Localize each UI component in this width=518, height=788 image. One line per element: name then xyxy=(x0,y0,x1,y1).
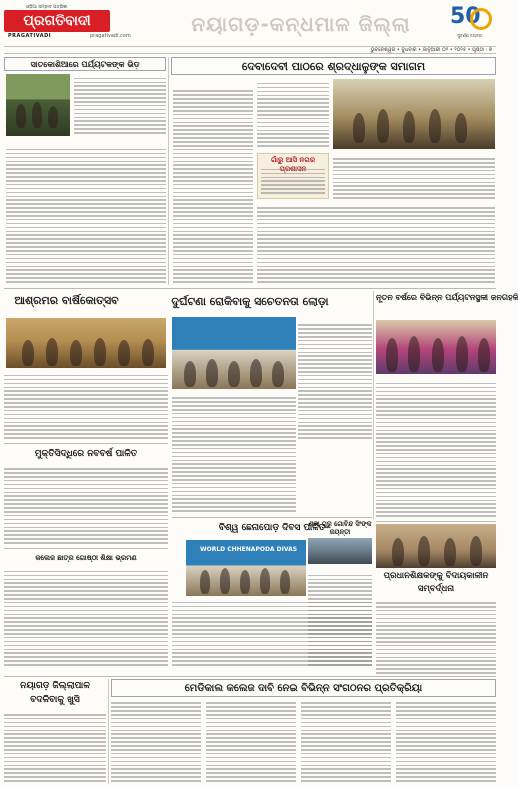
story-medical-college xyxy=(111,679,496,784)
story-muktisiddhi-body xyxy=(4,466,168,546)
story-ashram xyxy=(4,291,129,321)
masthead xyxy=(4,4,496,46)
story-accident-body xyxy=(298,317,372,441)
story-headline: ପ୍ରଧାନଶିକ୍ଷକଙ୍କୁ ବିଦାୟକାଳୀନ ସମ୍ବର୍ଦ୍ଧନା xyxy=(383,571,489,594)
story-collector xyxy=(4,679,106,784)
inset-title: ଗାଁରୁ ଆସି ନଗର xyxy=(271,156,315,164)
story-body xyxy=(333,153,495,201)
story-muktisiddhi xyxy=(4,446,168,464)
story-inset xyxy=(257,153,329,199)
story-headline: ସାତକୋଶିଆରେ ପର୍ଯ୍ୟଟକଙ୍କ ଭିଡ଼ xyxy=(4,57,166,71)
accident-photo xyxy=(172,317,296,389)
story-headmaster xyxy=(376,570,496,596)
story-headline: ଦୁର୍ଘଟଣା ରୋକିବାକୁ ସଚେତନତା ଲୋଡ଼ା xyxy=(171,295,329,308)
brand[interactable] xyxy=(4,4,162,40)
story-body xyxy=(257,203,495,285)
guru-photo xyxy=(308,538,372,564)
tourism-photo xyxy=(376,320,496,374)
story-headline: ଆଶ୍ରମର ବାର୍ଷିକୋତ୍ସବ xyxy=(14,294,119,307)
story-college-trip-body xyxy=(4,568,168,668)
story-college-trip xyxy=(4,551,168,567)
anniversary-text: ସୁବର୍ଣ୍ଣ ଜୟନ୍ତୀ xyxy=(457,33,483,38)
brand-logo: ପ୍ରଗତିବାଦୀ xyxy=(4,10,110,32)
brand-tagline: ଓଡ଼ିଆ ସମ୍ବାଦ ପତ୍ରିକା xyxy=(26,5,68,10)
story-headline: ବିଶ୍ୱ ଛେନାପୋଡ଼ ଦିବସ ପାଳିତ xyxy=(218,523,326,533)
story-body xyxy=(257,79,329,149)
story-body xyxy=(173,79,253,285)
story-headline: କଲେଜ ଛାତ୍ର ଗୋଷ୍ଠୀ ଶିକ୍ଷା ଭ୍ରମଣ xyxy=(35,554,137,562)
anniversary-ring-icon xyxy=(470,8,492,30)
headmaster-photo xyxy=(376,524,496,568)
story-headline: ଦେବାଦେବୀ ପାଠରେ ଶ୍ରଦ୍ଧାଳୁଙ୍କ ସମାଗମ xyxy=(171,57,496,75)
dateline-text: ଭୁବନେଶ୍ୱର • ବୁଧବାର • ଜାନୁଆରୀ ୦୨ • ୨୦୨୫ • ପୃଷ୍ଠା : ୭ xyxy=(370,47,492,53)
story-guru xyxy=(308,520,372,668)
story-photo xyxy=(333,79,495,149)
story-headline: ନୟାଗଡ଼ ଜିଲ୍ଲାପାଳ ବଦଳିବାକୁ ଖୁସି xyxy=(20,681,90,705)
story-tourism-body xyxy=(376,377,496,519)
dateline xyxy=(4,46,496,54)
story-devadevi xyxy=(171,57,496,285)
story-accident-body xyxy=(172,392,296,514)
story-body xyxy=(6,139,166,285)
edition-title: ନୟାଗଡ଼-କନ୍ଧମାଳ ଜିଲ୍ଲା xyxy=(191,12,411,36)
story-satkosia xyxy=(4,57,166,285)
story-ashram-body xyxy=(4,371,168,441)
ashram-photo xyxy=(6,318,166,368)
story-tourism xyxy=(376,291,518,321)
story-headline: ଶ୍ରୀ ଗୁରୁ ଗୋବିନ୍ଦ ସିଂଙ୍କ ଜୟନ୍ତୀ xyxy=(308,520,372,536)
story-headline: ମେଡିକାଲ କଲେଜ ଦାବି ନେଇ ବିଭିନ୍ନ ସଂଗଠନର ପ୍ରତିକ୍ରିୟା xyxy=(111,679,496,697)
anniversary-logo xyxy=(440,4,496,44)
brand-site: pragativadi.com xyxy=(90,33,131,39)
story-body xyxy=(74,74,166,136)
chhenapoda-banner-text: WORLD CHHENAPODA DIVAS xyxy=(200,546,298,553)
chhenapoda-photo xyxy=(186,540,306,596)
story-headline: ନୂତନ ବର୍ଷରେ ବିଭିନ୍ନ ପର୍ଯ୍ୟଟନସ୍ଥଳୀ ଜନଗହଳି xyxy=(376,293,518,302)
brand-sub: PRAGATIVADI xyxy=(8,33,52,39)
story-photo xyxy=(6,74,70,136)
story-accident xyxy=(130,291,370,315)
story-headline: ମୁକ୍ତିସିଦ୍ଧିରେ ନବବର୍ଷ ପାଳିତ xyxy=(34,449,138,459)
anniversary-number: 50 xyxy=(450,4,481,29)
story-headmaster-body xyxy=(376,598,496,676)
